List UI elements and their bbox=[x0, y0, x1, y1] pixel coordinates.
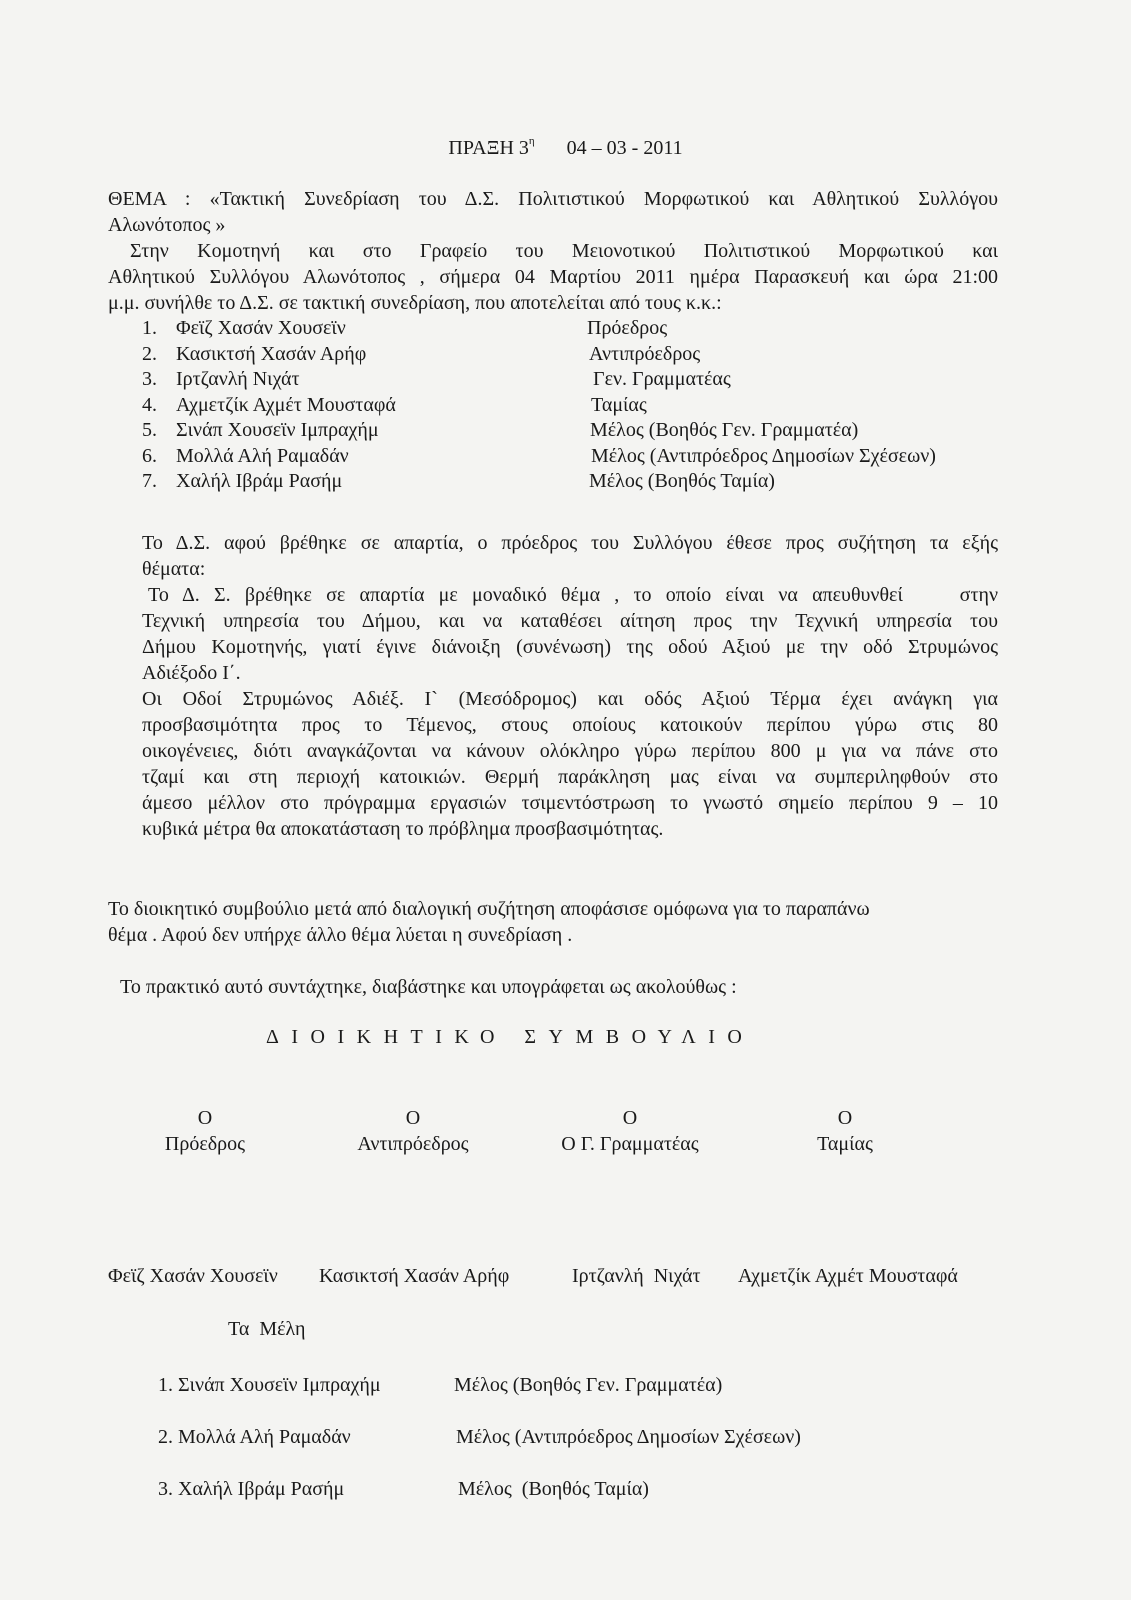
intro-line: μ.μ. συνήλθε το Δ.Σ. σε τακτική συνεδρίαση, που αποτελείται από τους κ.κ.: bbox=[108, 292, 722, 314]
final-member-role: Μέλος (Αντιπρόεδρος Δημοσίων Σχέσεων) bbox=[456, 1426, 801, 1448]
quorum-line: θέματα: bbox=[142, 558, 206, 580]
final-member-role: Μέλος (Βοηθός Ταμία) bbox=[458, 1478, 649, 1500]
quorum-line: Το Δ.Σ. αφού βρέθηκε σε απαρτία, ο πρόεδρος του Συλλόγου έθεσε προς συζήτηση τα εξής bbox=[142, 532, 998, 554]
member-number: 6. bbox=[142, 444, 157, 467]
member-number: 1. bbox=[142, 317, 157, 339]
list-item bbox=[142, 469, 1002, 495]
signature-block-secretary bbox=[550, 1105, 710, 1157]
final-member-label: 2. Μολλά Αλή Ραμαδάν bbox=[158, 1426, 351, 1448]
detail-paragraph bbox=[142, 686, 998, 842]
member-role: Μέλος (Βοηθός Γεν. Γραμματέα) bbox=[590, 419, 859, 441]
topic-line: Αδιέξοδο Ι΄. bbox=[142, 662, 241, 684]
member-name: Φεϊζ Χασάν Χουσεϊν bbox=[176, 317, 346, 339]
topic-line: Το Δ. Σ. βρέθηκε σε απαρτία με μοναδικό θέμα , το οποίο είναι να απευθυνθεί στην bbox=[148, 584, 998, 606]
signature-article: Ο bbox=[622, 1107, 638, 1129]
member-name: Κασικτσή Χασάν Αρήφ bbox=[176, 342, 367, 365]
signed-statement: Το πρακτικό αυτό συντάχτηκε, διαβάστηκε και υπογράφεται ως ακολούθως : bbox=[120, 976, 737, 998]
signature-name: Αχμετζίκ Αχμέτ Μουσταφά bbox=[738, 1265, 958, 1287]
member-number: 7. bbox=[142, 470, 157, 492]
signature-name: Φεϊζ Χασάν Χουσεϊν bbox=[108, 1265, 278, 1287]
member-role: Πρόεδρος bbox=[587, 317, 668, 339]
signature-block-vice-president bbox=[338, 1105, 488, 1157]
final-member-label: 3. Χαλήλ Ιβράμ Ρασήμ bbox=[158, 1478, 345, 1500]
list-item bbox=[142, 393, 1002, 419]
list-item bbox=[142, 418, 1002, 444]
detail-line: προσβασιμότητα προς το Τέμενος, στους οποίους κατοικούν περίπου γύρω στις 80 bbox=[142, 714, 998, 736]
decision-line: Το διοικητικό συμβούλιο μετά από διαλογική συζήτηση αποφάσισε ομόφωνα για το παραπάνω bbox=[108, 898, 870, 920]
signature-name: Ιρτζανλή Νιχάτ bbox=[572, 1265, 701, 1287]
members-list bbox=[142, 316, 1002, 495]
topic-line: Τεχνική υπηρεσία του Δήμου, και να καταθέσει αίτηση προς την Τεχνική υπηρεσία του bbox=[142, 610, 998, 632]
member-name: Ιρτζανλή Νιχάτ bbox=[176, 368, 300, 390]
signature-article: Ο bbox=[837, 1107, 853, 1129]
subject-paragraph bbox=[108, 186, 998, 238]
board-heading: ΔΙΟΙΚΗΤΙΚΟ ΣΥΜΒΟΥΛΙΟ bbox=[266, 1026, 755, 1048]
signature-title: Ταμίας bbox=[817, 1133, 873, 1155]
final-member-label: 1. Σινάπ Χουσεϊν Ιμπραχήμ bbox=[158, 1374, 381, 1396]
document-title bbox=[0, 135, 1131, 160]
intro-line: Αθλητικού Συλλόγου Αλωνότοπος , σήμερα 04 Μαρτίου 2011 ημέρα Παρασκευή και ώρα 21:00 bbox=[108, 266, 998, 288]
signature-title: Πρόεδρος bbox=[164, 1133, 246, 1155]
detail-line: Οι Οδοί Στρυμώνος Αδιέξ. Ι` (Μεσόδρομος) και οδός Αξιού Τέρμα έχει ανάγκη για bbox=[142, 688, 998, 710]
decision-paragraph bbox=[108, 896, 998, 948]
member-number: 4. bbox=[142, 393, 157, 416]
detail-line: τζαμί και στη περιοχή κατοικιών. Θερμή παράκληση μας είναι να συμπεριληφθούν στο bbox=[142, 766, 998, 788]
title-prefix: ΠΡΑΞΗ 3 bbox=[448, 137, 529, 159]
signature-title: Ο Γ. Γραμματέας bbox=[561, 1133, 699, 1155]
member-role: Μέλος (Βοηθός Ταμία) bbox=[589, 470, 775, 492]
title-superscript: η bbox=[528, 135, 535, 147]
members-heading: Τα Μέλη bbox=[228, 1318, 306, 1340]
signature-title: Αντιπρόεδρος bbox=[357, 1133, 469, 1155]
list-item bbox=[142, 367, 1002, 393]
subject-line: ΘΕΜΑ : «Τακτική Συνεδρίαση του Δ.Σ. Πολιτιστικού Μορφωτικού και Αθλητικού Συλλόγου bbox=[108, 188, 998, 210]
member-name: Χαλήλ Ιβράμ Ρασήμ bbox=[176, 470, 343, 492]
member-number: 5. bbox=[142, 419, 157, 441]
detail-line: κυβικά μέτρα θα αποκατάσταση το πρόβλημα προσβασιμότητας. bbox=[142, 818, 664, 840]
member-number: 2. bbox=[142, 342, 157, 365]
detail-line: οικογένειες, διότι αναγκάζονται να κάνουν ολόκληρο γύρω περίπου 800 μ για να πάνε στο bbox=[142, 740, 998, 762]
member-role: Αντιπρόεδρος bbox=[589, 342, 701, 365]
final-member-role: Μέλος (Βοηθός Γεν. Γραμματέα) bbox=[454, 1374, 723, 1396]
intro-line: Στην Κομοτηνή και στο Γραφείο του Μειονοτικού Πολιτιστικού Μορφωτικού και bbox=[130, 240, 998, 262]
member-number: 3. bbox=[142, 368, 157, 390]
topic-paragraph bbox=[142, 582, 998, 686]
member-role: Ταμίας bbox=[591, 393, 647, 416]
signature-article: Ο bbox=[197, 1107, 213, 1129]
list-item bbox=[142, 316, 1002, 342]
signature-article: Ο bbox=[405, 1107, 421, 1129]
member-name: Μολλά Αλή Ραμαδάν bbox=[176, 444, 349, 467]
list-item bbox=[142, 342, 1002, 368]
quorum-paragraph bbox=[142, 530, 998, 582]
member-role: Γεν. Γραμματέας bbox=[593, 368, 731, 390]
detail-line: άμεσο μέλλον στο πρόγραμμα εργασιών τσιμεντόστρωση το γνωστό σημείο περίπου 9 – 10 bbox=[142, 792, 998, 814]
member-name: Αχμετζίκ Αχμέτ Μουσταφά bbox=[176, 393, 396, 416]
intro-paragraph bbox=[108, 238, 998, 316]
signature-block-treasurer bbox=[790, 1105, 900, 1157]
subject-line: Αλωνότοπος » bbox=[108, 214, 226, 236]
member-role: Μέλος (Αντιπρόεδρος Δημοσίων Σχέσεων) bbox=[591, 444, 936, 467]
topic-line: Δήμου Κομοτηνής, γιατί έγινε διάνοιξη (συνένωση) της οδού Αξιού με την οδό Στρυμώνος bbox=[142, 636, 998, 658]
member-name: Σινάπ Χουσεϊν Ιμπραχήμ bbox=[176, 419, 379, 441]
signature-name: Κασικτσή Χασάν Αρήφ bbox=[319, 1265, 510, 1287]
decision-line: θέμα . Αφού δεν υπήρχε άλλο θέμα λύεται η συνεδρίαση . bbox=[108, 924, 573, 946]
list-item bbox=[142, 444, 1002, 470]
title-date: 04 – 03 - 2011 bbox=[566, 137, 683, 159]
signature-block-president bbox=[140, 1105, 270, 1157]
